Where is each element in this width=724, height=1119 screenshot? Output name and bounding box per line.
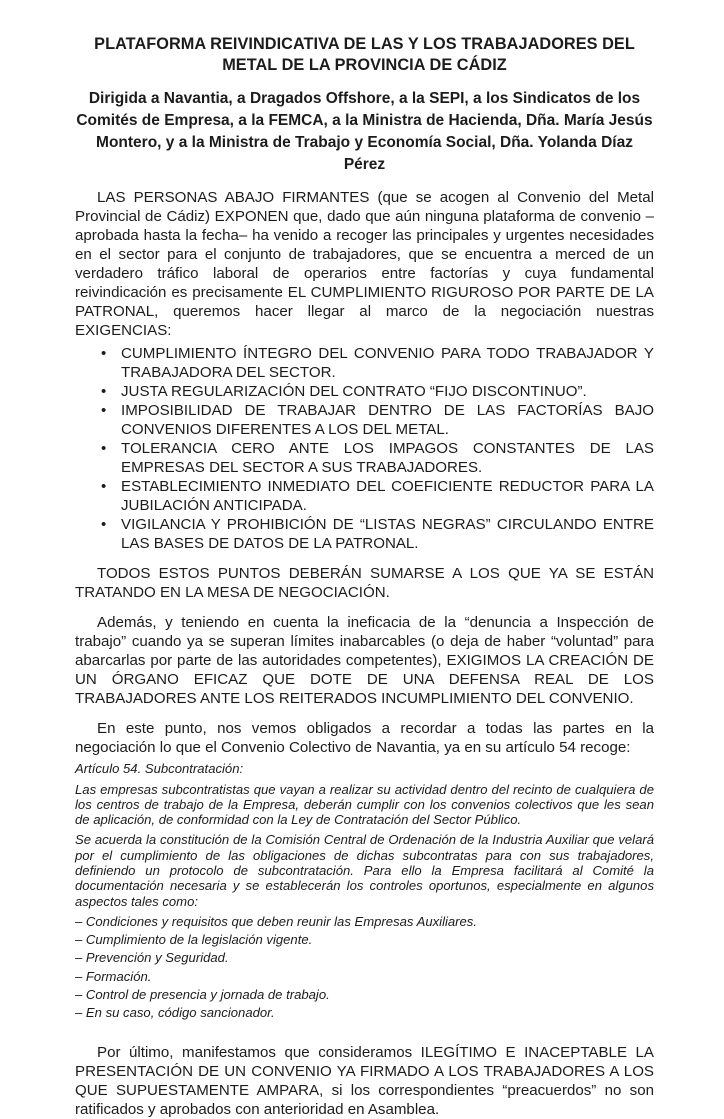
- article-paragraph-1: Las empresas subcontratistas que vayan a realizar su actividad dentro del recinto de cualquiera de los centros de trabajo de la Empresa, deberán cumplir con los convenios colectivos que les sean de aplicación, de conformidad con la Ley de Contratación del Sector Público.: [75, 781, 654, 828]
- closing-paragraph: Por último, manifestamos que consideramos ILEGÍTIMO E INACEPTABLE LA PRESENTACIÓN DE UN CONVENIO YA FIRMADO A LOS TRABAJADORES A LOS QUE SUPUESTAMENTE AMPARA, si los correspondientes “preacuerdos” no son ratificados y aprobados con anterioridad en Asamblea.: [75, 1044, 654, 1119]
- article-list-item: – Formación.: [75, 968, 152, 984]
- demand-item: [75, 477, 654, 515]
- article-list-item: – Prevención y Seguridad.: [75, 950, 229, 966]
- bullet-icon: •: [101, 402, 107, 419]
- demand-item: [75, 401, 654, 439]
- demands-list: [75, 344, 654, 553]
- bullet-icon: •: [101, 516, 107, 533]
- demand-item: [75, 344, 654, 382]
- article-list-item: – Cumplimiento de la legislación vigente.: [75, 932, 313, 948]
- bullet-icon: •: [101, 345, 107, 362]
- document-addressees: Dirigida a Navantia, a Dragados Offshore, a la SEPI, a los Sindicatos de los Comités de Empresa, a la FEMCA, a la Ministra de Hacienda, Dña. María Jesús Montero, y a la Ministra de Trabajo y Economía Social, Dña. Yolanda Díaz Pérez: [76, 90, 653, 173]
- intro-paragraph: LAS PERSONAS ABAJO FIRMANTES (que se acogen al Convenio del Metal Provincial de Cádiz) EXPONEN que, dado que aún ninguna plataforma de convenio –aprobada hasta la fecha– ha venido a recoger las principales y urgentes necesidades en el sector para el conjunto de trabajadores, que se encuentra a merced de un verdadero tráfico laboral de operarios entre factorías y cuya fundamental reivindicación es precisamente EL CUMPLIMIENTO RIGUROSO POR PARTE DE LA PATRONAL, queremos hacer llegar al marco de la negociación nuestras EXIGENCIAS:: [75, 189, 654, 339]
- article-heading: Artículo 54. Subcontratación:: [75, 761, 244, 776]
- title-line-1: PLATAFORMA REIVINDICATIVA DE LAS Y LOS TRABAJADORES DEL: [94, 35, 635, 53]
- demand-text: IMPOSIBILIDAD DE TRABAJAR DENTRO DE LAS FACTORÍAS BAJO CONVENIOS DIFERENTES A LOS DEL METAL.: [121, 402, 654, 438]
- article-list-item: – Condiciones y requisitos que deben reunir las Empresas Auxiliares.: [75, 913, 477, 929]
- demand-text: TOLERANCIA CERO ANTE LOS IMPAGOS CONSTANTES DE LAS EMPRESAS DEL SECTOR A SUS TRABAJADORES.: [121, 440, 654, 476]
- demand-text: ESTABLECIMIENTO INMEDIATO DEL COEFICIENTE REDUCTOR PARA LA JUBILACIÓN ANTICIPADA.: [121, 478, 654, 514]
- title-line-2: METAL DE LA PROVINCIA DE CÁDIZ: [222, 56, 507, 74]
- inspection-paragraph: Además, y teniendo en cuenta la ineficacia de la “denuncia a Inspección de trabajo” cuando ya se superan límites inabarcables (o deja de haber “voluntad” para abarcarlas por parte de las autoridades competentes), EXIGIMOS LA CREACIÓN DE UN ÓRGANO EFICAZ QUE DOTE DE UNA DEFENSA REAL DE LOS TRABAJADORES ANTE LOS REITERADOS INCUMPLIMIENTO DEL CONVENIO.: [75, 614, 654, 707]
- document-title: [75, 34, 654, 76]
- bullet-icon: •: [101, 440, 107, 457]
- demand-text: VIGILANCIA Y PROHIBICIÓN DE “LISTAS NEGRAS” CIRCULANDO ENTRE LAS BASES DE DATOS DE LA PATRONAL.: [121, 516, 654, 552]
- demand-item: [75, 439, 654, 477]
- bullet-icon: •: [101, 383, 107, 400]
- article-list-item: – En su caso, código sancionador.: [75, 1005, 275, 1021]
- demand-text: CUMPLIMIENTO ÍNTEGRO DEL CONVENIO PARA TODO TRABAJADOR Y TRABAJADORA DEL SECTOR.: [121, 345, 654, 381]
- bullet-icon: •: [101, 478, 107, 495]
- article-paragraph-2: Se acuerda la constitución de la Comisión Central de Ordenación de la Industria Auxiliar que velará por el cumplimiento de las obligaciones de dichas subcontratas para con sus trabajadores, definiendo un protocolo de subcontratación. Para ello la Empresa facilitará al Comité la documentación necesaria y se establecerán los controles oportunos, especialmente en algunos aspectos tales como:: [75, 832, 654, 909]
- points-note-paragraph: TODOS ESTOS PUNTOS DEBERÁN SUMARSE A LOS QUE YA SE ESTÁN TRATANDO EN LA MESA DE NEGOCIACIÓN.: [75, 565, 654, 601]
- article-items-list: [75, 914, 654, 1021]
- reminder-paragraph: En este punto, nos vemos obligados a recordar a todas las partes en la negociación lo que el Convenio Colectivo de Navantia, ya en su artículo 54 recoge:: [75, 720, 654, 756]
- demand-item: [75, 515, 654, 553]
- demand-text: JUSTA REGULARIZACIÓN DEL CONTRATO “FIJO DISCONTINUO”.: [121, 383, 587, 400]
- demand-item: [75, 382, 654, 401]
- article-list-item: – Control de presencia y jornada de trabajo.: [75, 987, 330, 1003]
